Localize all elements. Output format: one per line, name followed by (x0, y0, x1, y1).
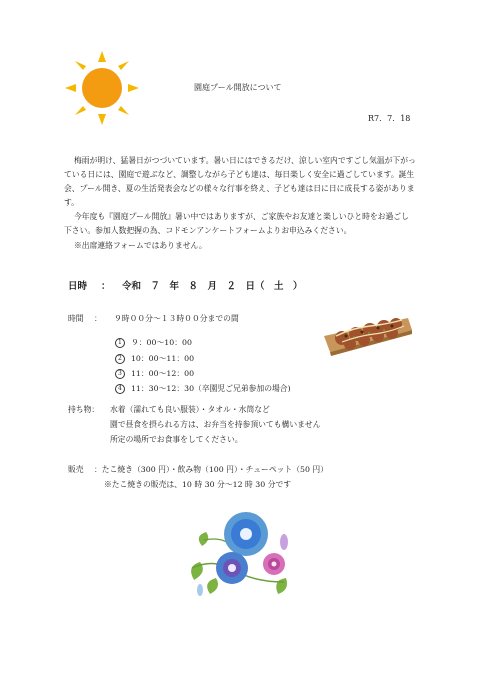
slot-number: 2 (115, 354, 125, 364)
slot-time: 11：30～12：30（卒園児ご兄弟参加の場合) (130, 384, 291, 393)
form-note: ※出席連絡フォームではありません。 (74, 241, 207, 250)
slot-number: 1 (115, 338, 125, 348)
schedule-sep: ： (94, 314, 102, 323)
paragraph-1: 梅雨が明け、猛暑日がつづいています。暑い日にはできるだけ、涼しい室内ですごし気温が下がっている日には、園庭で遊ぶなど、調整しながら子ども達は、毎日楽しく安全に過ごしています。誕生会、プール開き、夏の生活発表会などの様々な行事を終え、子ども達は日に日に成長する姿があります。 (64, 156, 416, 207)
sale-note: ※たこ焼きの販売は、10 時 30 分～12 時 30 分です (104, 480, 292, 489)
sale-label: 販売 (68, 465, 84, 474)
paragraph-2: 今年度も『園庭プール開放』暑い中ではありますが、ご家族やお友達と楽しいひと時をお過ごし下さい。参加人数把握の為、コドモンアンケートフォームよりお申込みください。 (64, 212, 409, 235)
sun-icon (62, 48, 142, 128)
slot-time: ９：00～10：00 (130, 338, 192, 347)
date-label: R7．7．18 (368, 114, 411, 123)
morning-glory-illustration (184, 508, 304, 604)
schedule-slot (110, 374, 291, 394)
slot-time: 10：00～11：00 (130, 354, 195, 363)
sale-items: ：たこ焼き（300 円）・飲み物（100 円）・チューペット（50 円） (94, 465, 329, 474)
bring-line: 園で昼食を摂られる方は、お弁当を持参頂いても構いません (110, 420, 321, 429)
slot-number: 4 (115, 384, 125, 394)
slot-time: 11：00～12：00 (130, 369, 195, 378)
bring-label: 持ち物： (68, 405, 100, 414)
page-title: 園庭プール開放について (194, 83, 282, 92)
intro-text (64, 154, 416, 238)
bring-line: 水着（濡れても良い服装）・タオル・水筒など (110, 405, 270, 414)
bring-line: 所定の場所でお食事をしてください。 (110, 435, 243, 444)
takoyaki-illustration (322, 306, 414, 358)
event-date: 令和 ７ 年 ８ 月 ２ 日（ 土 ） (122, 281, 303, 292)
event-sep: ： (101, 281, 111, 292)
schedule-main: ９時００分～１３時００分までの間 (114, 314, 239, 323)
slot-number: 3 (115, 369, 125, 379)
event-label: 日時 (68, 281, 88, 292)
schedule-label: 時間 (68, 314, 84, 323)
